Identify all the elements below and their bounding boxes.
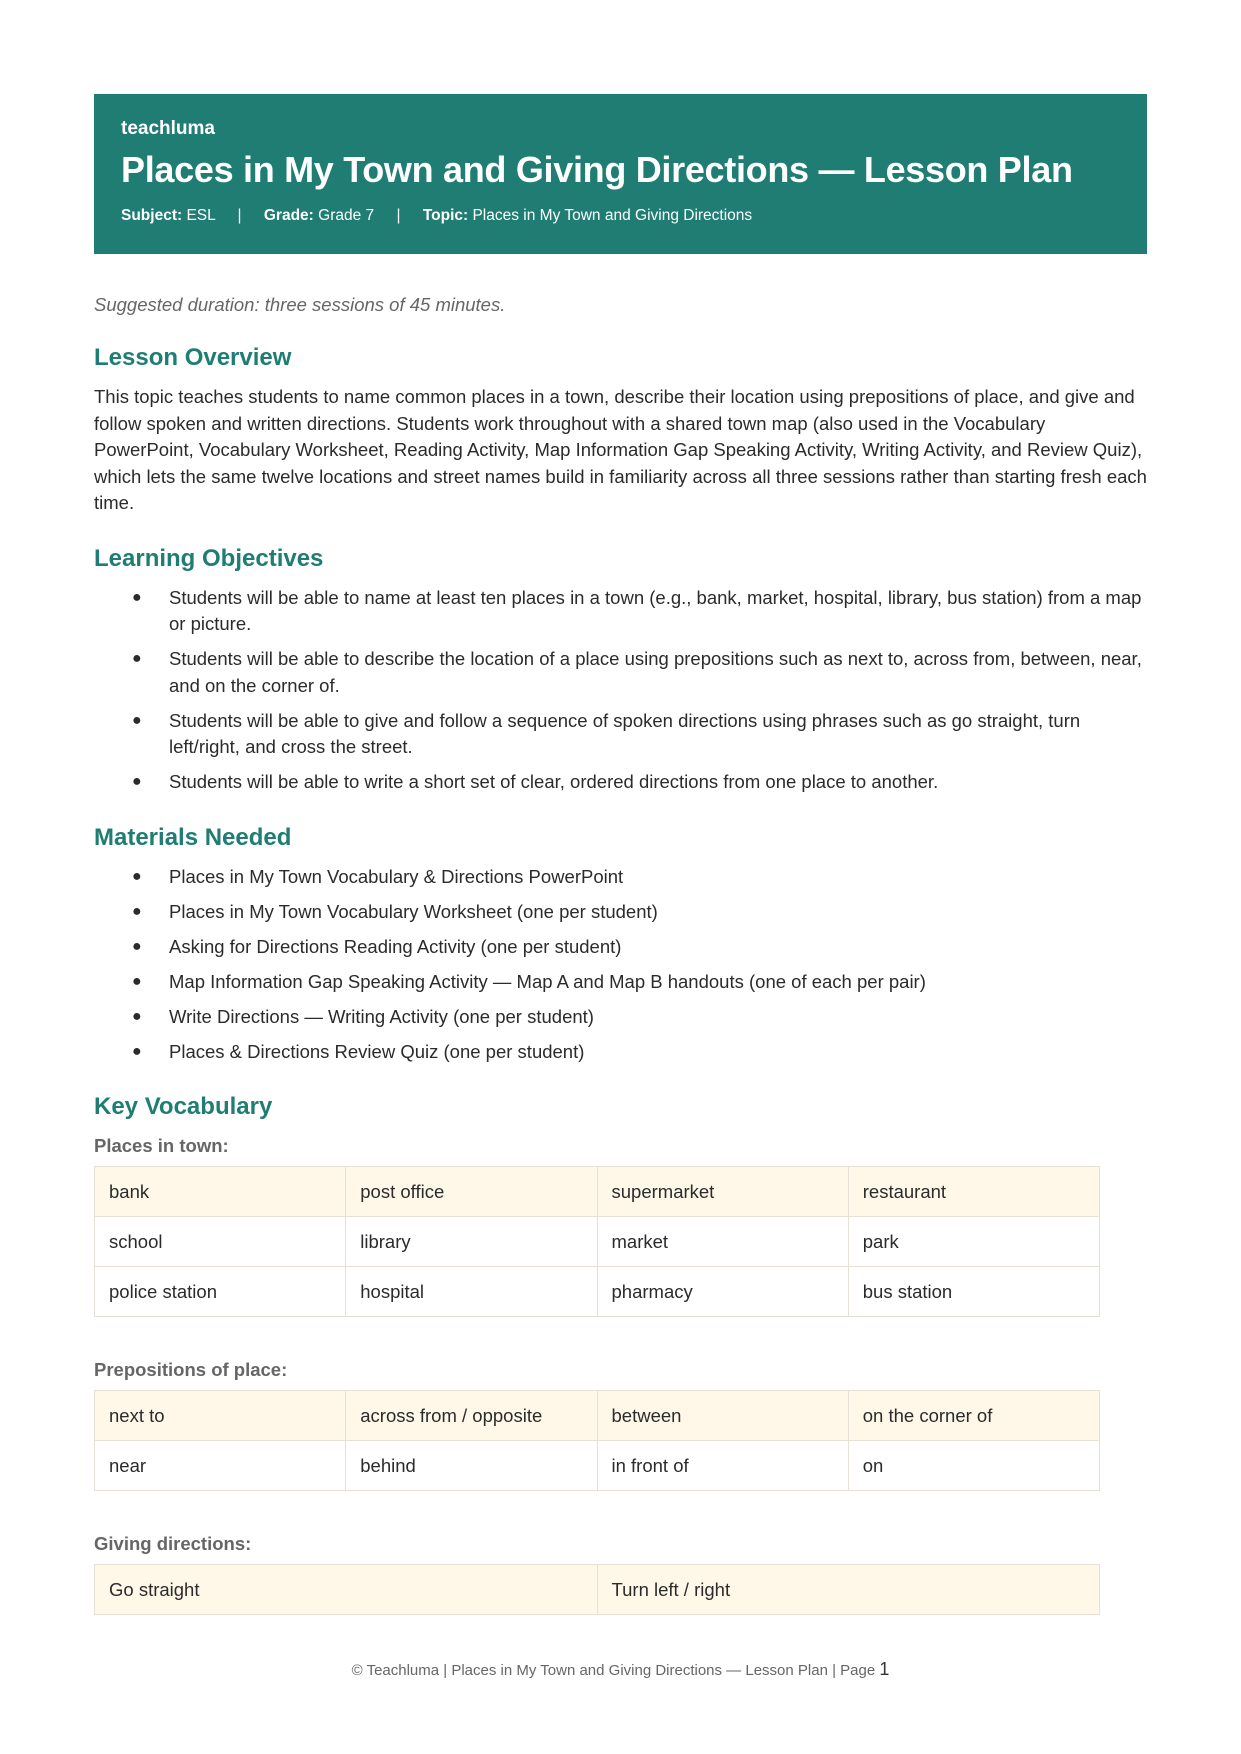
bullet-icon: ●: [132, 1042, 142, 1060]
bullet-icon: ●: [132, 867, 142, 885]
overview-heading: Lesson Overview: [94, 344, 292, 371]
places-table: [94, 1166, 1100, 1317]
grade-label: Grade:: [263, 207, 314, 224]
list-item: ● Students will be able to give and follow a sequence of spoken directions using phrases such as go straight, turn left/right, and cross the street.: [132, 709, 1081, 757]
prepositions-subheading: Prepositions of place:: [94, 1359, 288, 1380]
bullet-icon: ●: [132, 972, 142, 990]
list-item: ● Map Information Gap Speaking Activity — Map A and Map B handouts (one of each per pair): [94, 969, 1147, 996]
bullet-icon: ●: [132, 773, 142, 790]
bullet-icon: ●: [132, 650, 142, 667]
materials-heading: Materials Needed: [94, 823, 292, 851]
table-row: [95, 1267, 1100, 1317]
header-banner: [94, 94, 1147, 254]
table-cell: Turn left / right: [597, 1565, 1100, 1615]
page-footer: [0, 1659, 1241, 1680]
table-cell: post office: [346, 1167, 597, 1217]
table-cell: between: [597, 1391, 848, 1441]
table-cell: library: [346, 1217, 597, 1267]
bullet-icon: ●: [132, 937, 142, 955]
prepositions-table: [94, 1390, 1100, 1491]
lesson-meta: [121, 207, 1120, 225]
table-cell: bus station: [848, 1267, 1099, 1317]
grade-value: Grade 7: [318, 207, 375, 224]
table-cell: school: [95, 1217, 346, 1267]
subject-label: Subject:: [121, 207, 183, 224]
table-cell: bank: [95, 1167, 346, 1217]
meta-separator: |: [237, 207, 242, 224]
table-cell: hospital: [346, 1267, 597, 1317]
bullet-icon: ●: [132, 902, 142, 920]
table-row: [95, 1441, 1100, 1491]
bullet-icon: ●: [132, 1007, 142, 1025]
table-cell: on the corner of: [848, 1391, 1099, 1441]
vocabulary-heading: Key Vocabulary: [94, 1093, 273, 1120]
places-subheading: Places in town:: [94, 1135, 229, 1156]
suggested-duration: Suggested duration: three sessions of 45 minutes.: [94, 294, 506, 315]
table-cell: next to: [95, 1391, 346, 1441]
directions-table: [94, 1564, 1100, 1615]
footer-text: © Teachluma | Places in My Town and Giving Directions — Lesson Plan | Page: [351, 1662, 876, 1679]
list-item: ● Students will be able to describe the location of a place using prepositions such as next to, across from, between, near, and on the corner of.: [132, 648, 1142, 696]
list-item: ● Students will be able to write a short set of clear, ordered directions from one place to another.: [94, 769, 1147, 796]
table-cell: across from / opposite: [346, 1391, 597, 1441]
table-cell: supermarket: [597, 1167, 848, 1217]
list-item: ● Asking for Directions Reading Activity (one per student): [94, 934, 1147, 961]
list-item: ● Places in My Town Vocabulary Worksheet (one per student): [94, 899, 1147, 926]
table-cell: behind: [346, 1441, 597, 1491]
table-row: [95, 1217, 1100, 1267]
topic-label: Topic:: [422, 207, 469, 224]
subject-value: ESL: [186, 207, 216, 224]
directions-subheading: Giving directions:: [94, 1533, 252, 1554]
table-row: [95, 1391, 1100, 1441]
topic-value: Places in My Town and Giving Directions: [472, 207, 753, 224]
brand-name: teachluma: [121, 118, 215, 139]
list-item: ● Students will be able to name at least ten places in a town (e.g., bank, market, hospital, library, bus station) from a map or picture.: [132, 586, 1142, 634]
overview-text: This topic teaches students to name common places in a town, describe their location using prepositions of place, and give and follow spoken and written directions. Students work throughout with a shared town map (also used in the Vocabulary PowerPoint, Vocabulary Worksheet, Reading Activity, Map Information Gap Speaking Activity, Writing Activity, and Review Quiz), which lets the same twelve locations and street names build in familiarity across all three sessions rather than starting fresh each time.: [94, 386, 1147, 513]
table-row: [95, 1167, 1100, 1217]
lesson-plan-page: [94, 94, 1147, 1615]
table-cell: on: [848, 1441, 1099, 1491]
table-cell: police station: [95, 1267, 346, 1317]
list-item: ● Write Directions — Writing Activity (one per student): [94, 1004, 1147, 1031]
bullet-icon: ●: [132, 711, 142, 729]
page-number: 1: [879, 1659, 890, 1679]
table-cell: pharmacy: [597, 1267, 848, 1317]
table-cell: near: [95, 1441, 346, 1491]
objectives-list: [94, 585, 1147, 796]
table-cell: market: [597, 1217, 848, 1267]
materials-list: [94, 864, 1147, 1066]
list-item: ● Places in My Town Vocabulary & Directions PowerPoint: [94, 864, 1147, 891]
objectives-heading: Learning Objectives: [94, 544, 324, 572]
meta-separator: |: [396, 207, 401, 224]
list-item: ● Places & Directions Review Quiz (one per student): [94, 1039, 1147, 1066]
table-cell: in front of: [597, 1441, 848, 1491]
page-title: Places in My Town and Giving Directions — Lesson Plan: [121, 149, 1073, 190]
bullet-icon: ●: [132, 588, 142, 606]
table-row: [95, 1565, 1100, 1615]
table-cell: Go straight: [95, 1565, 598, 1615]
table-cell: park: [848, 1217, 1099, 1267]
table-cell: restaurant: [848, 1167, 1099, 1217]
